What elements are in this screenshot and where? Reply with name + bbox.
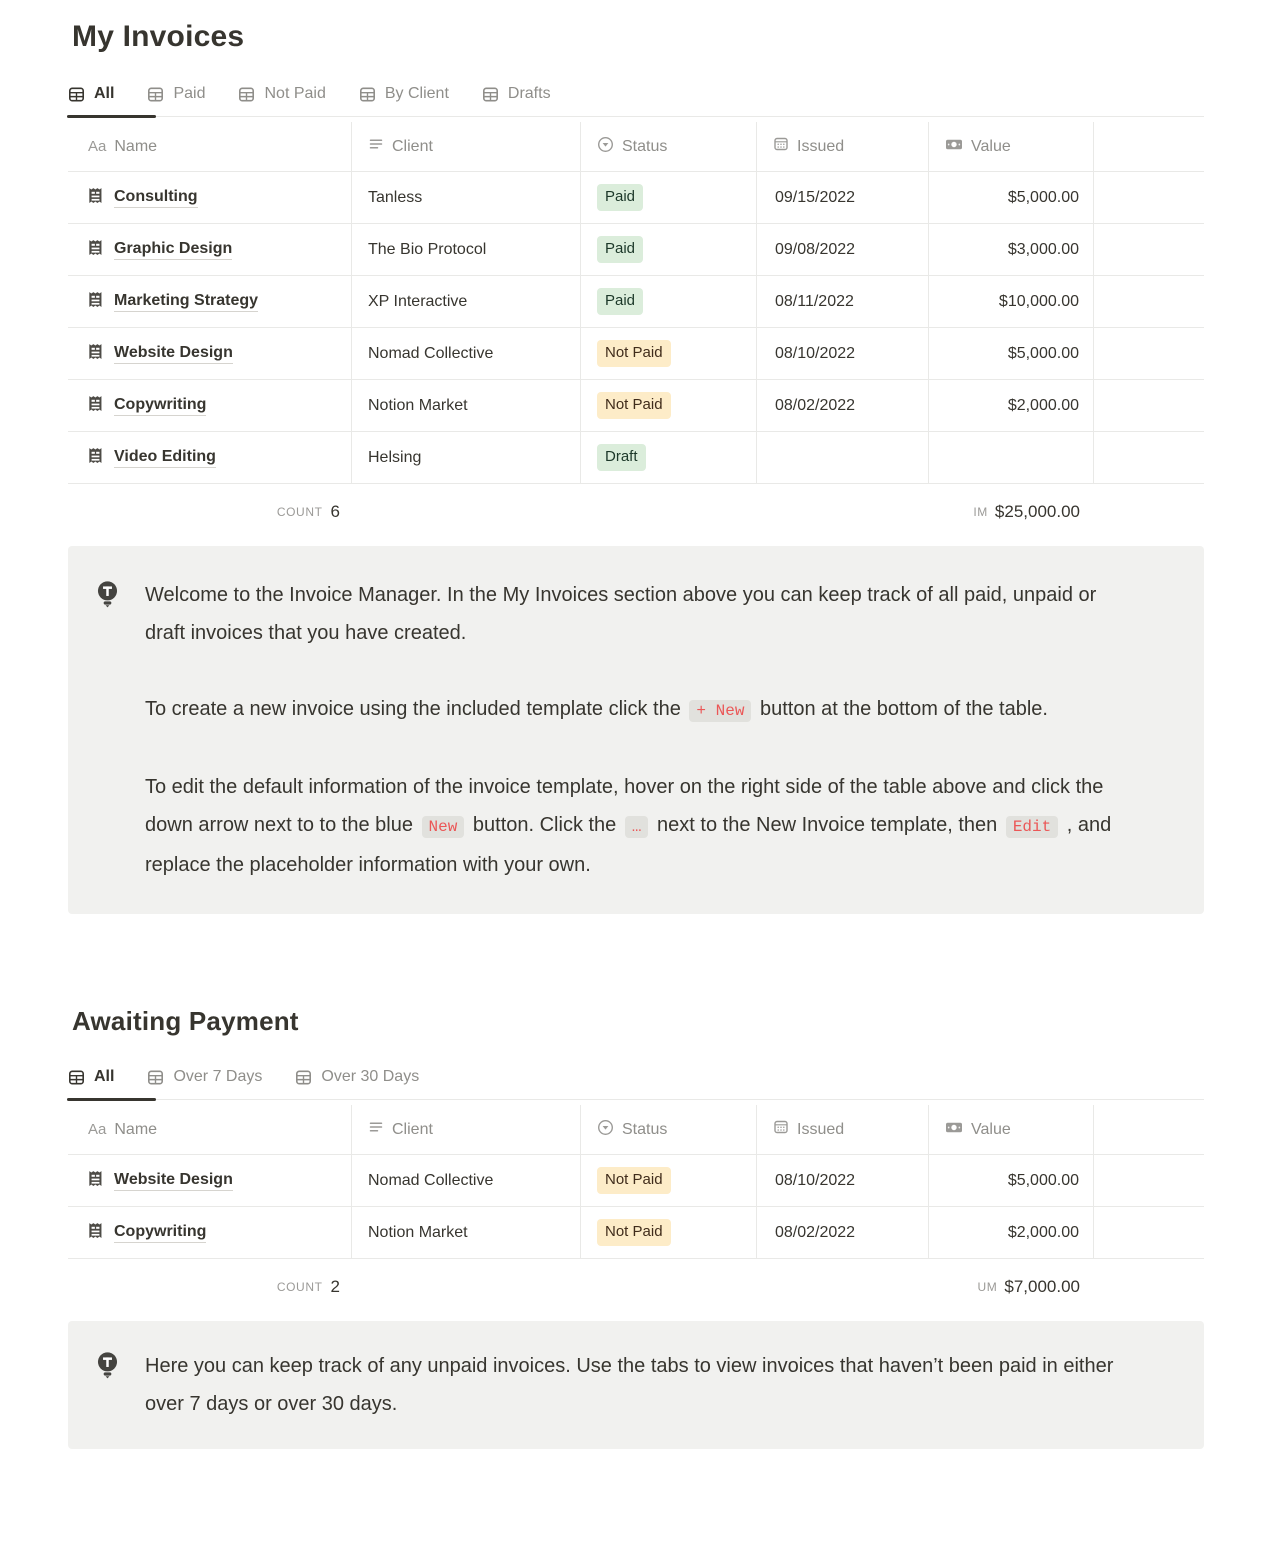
awaiting-payment-callout [68, 1321, 1204, 1449]
table-footer [68, 1259, 1204, 1315]
value-cell[interactable]: $10,000.00 [929, 276, 1094, 327]
callout-text [145, 1347, 1130, 1423]
value-cell[interactable]: $5,000.00 [929, 1155, 1094, 1206]
count-calculation[interactable]: COUNT 2 [276, 1277, 340, 1296]
client-cell[interactable]: Nomad Collective [352, 328, 581, 379]
empty-cell [1094, 276, 1204, 327]
tab-over-7-days[interactable] [147, 1063, 262, 1099]
my-invoices-table [68, 122, 1204, 540]
empty-cell [1094, 224, 1204, 275]
name-cell[interactable] [68, 224, 352, 275]
invoice-page-link[interactable]: Consulting [114, 188, 198, 208]
column-header-name[interactable]: Aa Name [68, 122, 352, 171]
tab-label: Over 7 Days [173, 1068, 263, 1085]
table-header-row [68, 1105, 1204, 1155]
tab-not-paid[interactable] [238, 80, 325, 116]
new-button-chip: + New [689, 700, 751, 722]
invoice-page-link[interactable]: Graphic Design [114, 240, 232, 260]
ellipsis-chip: … [625, 816, 649, 838]
tab-label: Not Paid [264, 85, 326, 102]
tab-label: All [94, 85, 115, 102]
invoice-page-link[interactable]: Website Design [114, 344, 233, 364]
table-view-icon [359, 86, 376, 103]
sum-calculation[interactable]: UM $7,000.00 [977, 1277, 1080, 1296]
new-chip: New [422, 816, 465, 838]
client-cell[interactable]: Nomad Collective [352, 1155, 581, 1206]
issued-cell[interactable]: 09/15/2022 [757, 172, 929, 223]
sum-calculation[interactable]: IM $25,000.00 [973, 502, 1080, 521]
invoice-manager-callout [68, 546, 1204, 914]
status-cell[interactable] [581, 276, 757, 327]
tab-over-30-days[interactable] [295, 1063, 419, 1099]
page-title-awaiting-payment: Awaiting Payment [72, 1006, 299, 1036]
table-view-icon [482, 86, 499, 103]
invoice-page-link[interactable]: Video Editing [114, 448, 216, 468]
text-property-icon [368, 1119, 384, 1140]
client-cell[interactable]: XP Interactive [352, 276, 581, 327]
money-property-icon [945, 1120, 963, 1140]
page-title-my-invoices: My Invoices [72, 20, 245, 53]
status-badge: Paid [597, 236, 643, 262]
table-view-icon [147, 86, 164, 103]
tab-all[interactable] [68, 1063, 114, 1099]
name-cell[interactable] [68, 328, 352, 379]
tab-paid[interactable] [147, 80, 205, 116]
status-cell[interactable] [581, 1207, 757, 1258]
client-cell[interactable]: Helsing [352, 432, 581, 483]
issued-cell[interactable]: 08/02/2022 [757, 1207, 929, 1258]
status-cell[interactable] [581, 224, 757, 275]
table-footer [68, 484, 1204, 540]
status-badge: Not Paid [597, 1219, 671, 1245]
table-view-icon [147, 1069, 164, 1086]
tab-label: By Client [384, 85, 449, 102]
empty-cell [1094, 1207, 1204, 1258]
tab-all[interactable] [68, 80, 114, 116]
status-badge: Paid [597, 184, 643, 210]
table-row [68, 380, 1204, 432]
value-cell[interactable]: $5,000.00 [929, 328, 1094, 379]
name-cell[interactable] [68, 432, 352, 483]
column-header-client[interactable]: Client [352, 122, 581, 171]
table-row [68, 224, 1204, 276]
count-calculation[interactable]: COUNT 6 [276, 502, 340, 521]
receipt-icon [88, 239, 103, 261]
receipt-icon [88, 1222, 103, 1244]
name-cell[interactable] [68, 172, 352, 223]
column-header-issued[interactable]: Issued [757, 122, 929, 171]
column-header-status[interactable]: Status [581, 122, 757, 171]
callout-paragraph: Here you can keep track of any unpaid invoices. Use the tabs to view invoices that haven’t been paid in either over 7 days or over 30 days. [145, 1355, 1114, 1415]
text-property-icon [368, 136, 384, 157]
my-invoices-view-tabs [68, 80, 1204, 117]
empty-column [1094, 122, 1204, 171]
empty-column [1094, 1105, 1204, 1154]
invoice-page-link[interactable]: Marketing Strategy [114, 292, 258, 312]
title-property-icon: Aa [88, 138, 107, 155]
tab-label: Over 30 Days [321, 1068, 420, 1085]
table-header-row [68, 122, 1204, 172]
value-cell[interactable]: $2,000.00 [929, 1207, 1094, 1258]
status-badge: Paid [597, 288, 643, 314]
column-header-client[interactable]: Client [352, 1105, 581, 1154]
tab-label: Paid [173, 85, 206, 102]
table-view-icon [295, 1069, 312, 1086]
edit-chip: Edit [1006, 816, 1058, 838]
empty-cell [1094, 380, 1204, 431]
invoice-page-link[interactable]: Website Design [114, 1171, 233, 1191]
calendar-property-icon [773, 136, 789, 157]
name-cell[interactable] [68, 1155, 352, 1206]
tab-label: Drafts [507, 85, 551, 102]
table-view-icon [238, 86, 255, 103]
empty-cell [1094, 1155, 1204, 1206]
issued-cell[interactable]: 08/10/2022 [757, 1155, 929, 1206]
table-row [68, 276, 1204, 328]
table-row [68, 1155, 1204, 1207]
column-header-value[interactable]: Value [929, 122, 1094, 171]
issued-cell[interactable] [757, 432, 929, 483]
value-cell[interactable]: $5,000.00 [929, 172, 1094, 223]
client-cell[interactable]: Notion Market [352, 1207, 581, 1258]
callout-text [145, 576, 1130, 884]
title-property-icon: Aa [88, 1121, 107, 1138]
receipt-icon [88, 1170, 103, 1192]
calendar-property-icon [773, 1119, 789, 1140]
client-cell[interactable]: Tanless [352, 172, 581, 223]
table-view-icon [68, 1069, 85, 1086]
issued-cell[interactable]: 09/08/2022 [757, 224, 929, 275]
status-cell[interactable] [581, 380, 757, 431]
empty-cell [1094, 432, 1204, 483]
status-cell[interactable] [581, 1155, 757, 1206]
receipt-icon [88, 395, 103, 417]
empty-cell [1094, 172, 1204, 223]
column-header-issued[interactable]: Issued [757, 1105, 929, 1154]
column-header-name[interactable]: Aa Name [68, 1105, 352, 1154]
table-view-icon [68, 86, 85, 103]
status-badge: Not Paid [597, 392, 671, 418]
table-row [68, 172, 1204, 224]
invoice-page-link[interactable]: Copywriting [114, 1223, 206, 1243]
status-cell[interactable] [581, 328, 757, 379]
value-cell[interactable]: $3,000.00 [929, 224, 1094, 275]
name-cell[interactable] [68, 1207, 352, 1258]
lightbulb-icon [96, 580, 119, 884]
receipt-icon [88, 343, 103, 365]
issued-cell[interactable]: 08/10/2022 [757, 328, 929, 379]
callout-paragraph: Welcome to the Invoice Manager. In the My Invoices section above you can keep track of all paid, unpaid or draft invoices that you have created. [145, 584, 1097, 644]
money-property-icon [945, 137, 963, 157]
column-header-status[interactable]: Status [581, 1105, 757, 1154]
select-property-icon [597, 1119, 614, 1141]
value-cell[interactable]: $2,000.00 [929, 380, 1094, 431]
table-row [68, 432, 1204, 484]
status-badge: Not Paid [597, 1167, 671, 1193]
awaiting-payment-view-tabs [68, 1063, 1204, 1100]
status-cell[interactable] [581, 432, 757, 483]
select-property-icon [597, 136, 614, 158]
client-cell[interactable]: The Bio Protocol [352, 224, 581, 275]
lightbulb-icon [96, 1351, 119, 1423]
column-header-value[interactable]: Value [929, 1105, 1094, 1154]
tab-drafts[interactable] [482, 80, 551, 116]
receipt-icon [88, 291, 103, 313]
value-cell[interactable] [929, 432, 1094, 483]
status-badge: Draft [597, 444, 646, 470]
issued-cell[interactable]: 08/02/2022 [757, 380, 929, 431]
client-cell[interactable]: Notion Market [352, 380, 581, 431]
awaiting-payment-table [68, 1105, 1204, 1315]
issued-cell[interactable]: 08/11/2022 [757, 276, 929, 327]
tab-by-client[interactable] [359, 80, 449, 116]
receipt-icon [88, 447, 103, 469]
receipt-icon [88, 187, 103, 209]
table-row [68, 1207, 1204, 1259]
name-cell[interactable] [68, 276, 352, 327]
callout-paragraph: To edit the default information of the invoice template, hover on the right side of the table above and click the down arrow next to to the blue New button. Click the … next to the New Invoice template, then Edit , and replace the placeholder information with your own. [145, 776, 1112, 876]
status-badge: Not Paid [597, 340, 671, 366]
status-cell[interactable] [581, 172, 757, 223]
table-row [68, 328, 1204, 380]
tab-label: All [94, 1068, 115, 1085]
empty-cell [1094, 328, 1204, 379]
invoice-page-link[interactable]: Copywriting [114, 396, 206, 416]
name-cell[interactable] [68, 380, 352, 431]
callout-paragraph: To create a new invoice using the included template click the + New button at the bottom of the table. [145, 698, 1048, 720]
